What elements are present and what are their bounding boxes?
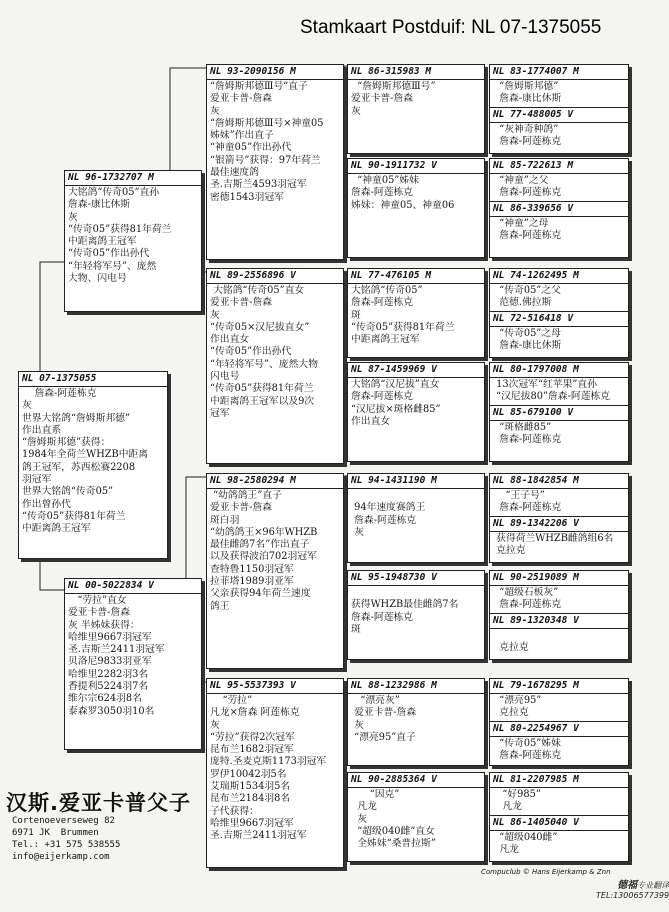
pedigree-gen4-card — [489, 570, 629, 660]
pedigree-gen4-card — [489, 268, 629, 358]
pedigree-gen4-card — [489, 772, 629, 862]
ring-number: NL 88-1232986 M — [348, 679, 484, 694]
breeder-name: 汉斯.爱亚卡普父子 — [6, 791, 191, 815]
ring-number: NL 00-5022834 V — [65, 579, 201, 594]
description: 克拉克 — [499, 641, 529, 653]
description: “超级石板灰” 詹森-阿莲栋克 — [499, 587, 562, 611]
pedigree-gen3-card — [347, 570, 485, 660]
pedigree-gen3-card — [347, 268, 485, 358]
pedigree-gen3-card — [347, 473, 485, 563]
ring-number: NL 85-679100 V — [490, 405, 628, 421]
ring-number: NL 72-516418 V — [490, 311, 628, 327]
ring-number: NL 95-5537393 V — [207, 679, 343, 694]
pedigree-gen3-card — [347, 362, 485, 462]
description: “因克” 凡龙 灰 “超级040雌”直女 全姊妹“桑普拉斯” — [357, 789, 436, 850]
description: 大铭鸽“汉尼拔”直女 詹森-阿莲栋克 “汉尼拔×斑格雌85” 作出直女 — [351, 379, 441, 427]
description: “神童05”姊妹 詹森-阿莲栋克 姊妹：神童05、神童06 — [351, 175, 455, 211]
description: 13次冠军“红苹果”直孙 “汉尼拔80”詹森-阿莲栋克 — [496, 379, 611, 403]
pedigree-sd-card — [206, 268, 344, 464]
ring-number: NL 86-1405040 V — [490, 815, 628, 831]
description: 詹森-阿莲栋克 灰 世界大铭鸽“詹姆斯邦德” 作出直系 “詹姆斯邦德”获得： 1984年全荷兰WHZB中距离 鸽王冠军，苏西松赛2208 羽冠军 世界大铭鸽“传奇05” 作出曾孙代 “传奇05”获得81年荷兰 中距离鸽王冠军 — [22, 388, 149, 535]
translator-phone: TEL:13006577399 — [596, 891, 669, 900]
pedigree-gen3-card — [347, 772, 485, 862]
pedigree-gen4-card — [489, 678, 629, 766]
ring-number: NL 80-1797008 M — [490, 363, 628, 378]
pedigree-gen3-card — [347, 158, 485, 258]
description: “詹姆斯邦德Ⅲ号” 爱亚卡普-詹森 灰 — [351, 81, 436, 117]
ring-number: NL 93-2090156 M — [207, 65, 343, 80]
ring-number: NL 85-722613 M — [490, 159, 628, 174]
breeder-contact: Cortenoeverseweg 82 6971 JK Brummen Tel.: +31 575 538555 info@eijerkamp.com — [12, 816, 121, 862]
ring-number: NL 79-1678295 M — [490, 679, 628, 694]
description: 大铭鸽“传奇05”直女 爱亚卡普-詹森 灰 “传奇05×汉尼拔直女” 作出直女 “传奇05”作出孙代 “年轻将军号”、庞然大物 闪电号 “传奇05”获得81年荷兰 中距离鸽王冠军以及9次 冠军 — [210, 285, 318, 419]
ring-number: NL 88-1842854 M — [490, 474, 628, 489]
description: “传奇05”之父 范德.佛拉斯 — [499, 285, 561, 309]
description: 获得WHZB最佳雌鸽7名 詹森-阿莲栋克 斑 — [351, 599, 459, 635]
ring-number: NL 80-2254967 V — [490, 721, 628, 737]
description: “灰神奇种鸽” 詹森-阿莲栋克 — [499, 123, 562, 147]
description: 大铭鸽“传奇05”直孙 詹森-康比休斯 灰 “传奇05”获得81年荷兰 中距离鸽王冠军 “传奇05”作出孙代 “年轻将军号”、庞然 大物、闪电号 — [68, 187, 172, 285]
translator-name: 德福 — [617, 880, 638, 891]
description: “超级040雌” 凡龙 — [499, 831, 558, 855]
pedigree-gen3-card — [347, 64, 485, 154]
ring-number: NL 95-1948730 V — [348, 571, 484, 586]
ring-number: NL 87-1459969 V — [348, 363, 484, 378]
translator-stamp — [596, 881, 669, 901]
ring-number: NL 96-1732707 M — [65, 171, 201, 186]
description: 大铭鸽“传奇05” 詹森-阿莲栋克 斑 “传奇05”获得81年荷兰 中距离鸽王冠军 — [351, 285, 455, 346]
description: “神童”之母 詹森-阿莲栋克 — [499, 217, 562, 241]
description: “劳拉” 凡龙×詹森 阿莲栋克 灰 “劳拉”获得2次冠军 昆布兰1682羽冠军 庞特.圣麦克斯1173羽冠军 罗伊10042羽5名 艾瑞斯1534羽5名 昆布兰2184羽8名 子代获得： 哈维里9667羽冠军 圣.吉斯兰2411羽冠军 — [210, 695, 327, 842]
pedigree-dam-card — [64, 578, 202, 750]
description: “幼鸽鸽王”直子 爱亚卡普-詹森 斑白羽 “幼鸽鸽王×96年WHZB 最佳雌鸽7名”作出直子 以及获得波泊702羽冠军 查特鲁1150羽冠军 拉菲塔1989羽亚军 父亲获得94年荷兰速度 鸽王 — [210, 490, 318, 612]
ring-number: NL 83-1774007 M — [490, 65, 628, 80]
description: “漂亮95” 克拉克 — [499, 695, 542, 719]
pedigree-gen4-card — [489, 362, 629, 462]
ring-number: NL 07-1375055 — [19, 372, 167, 387]
description: “好985” 凡龙 — [502, 789, 541, 813]
ring-number: NL 81-2207985 M — [490, 773, 628, 788]
description: “詹姆斯邦德” 詹森-康比休斯 — [499, 81, 562, 105]
ring-number: NL 89-1342206 V — [490, 516, 628, 532]
ring-number: NL 94-1431190 M — [348, 474, 484, 489]
pedigree-dd-card — [206, 678, 344, 868]
translator-role: 专业翻译 — [637, 881, 669, 890]
software-credit: Compuclub © Hans Eijerkamp & Znn — [481, 868, 611, 876]
ring-number: NL 90-2519089 M — [490, 571, 628, 586]
ring-number: NL 98-2580294 M — [207, 474, 343, 489]
pedigree-gen4-card — [489, 64, 629, 154]
ring-number: NL 86-339656 V — [490, 201, 628, 217]
description: “詹姆斯邦德Ⅲ号”直子 爱亚卡普-詹森 灰 “詹姆斯邦德Ⅲ号×神童05 姊妹”作出直子 “神童05”作出孙代 “银箭号”获得：97年荷兰 最佳速度鸽 圣.吉斯兰4593羽冠军 密德1543羽冠军 — [210, 81, 324, 203]
pedigree-gen4-card — [489, 158, 629, 258]
pedigree-gen4-card — [489, 473, 629, 563]
pedigree-ds-card — [206, 473, 344, 669]
description: 94年速度赛鸽王 詹森-阿莲栋克 灰 — [354, 502, 426, 538]
ring-number: NL 86-315983 M — [348, 65, 484, 80]
ring-number: NL 89-2556896 V — [207, 269, 343, 284]
ring-number: NL 77-476105 M — [348, 269, 484, 284]
ring-number: NL 74-1262495 M — [490, 269, 628, 284]
ring-number: NL 90-1911732 V — [348, 159, 484, 174]
description: “斑格雌85” 詹森-阿莲栋克 — [499, 421, 562, 445]
description: “传奇05”姊妹 詹森-阿莲栋克 — [499, 737, 562, 761]
ring-number: NL 89-1320348 V — [490, 613, 628, 629]
pedigree-ss-card — [206, 64, 344, 260]
description: “王子号” 詹森-阿莲栋克 — [499, 490, 562, 514]
description: “神童”之父 詹森-阿莲栋克 — [499, 175, 562, 199]
pedigree-sire-card — [64, 170, 202, 312]
ring-number: NL 90-2885364 V — [348, 773, 484, 788]
card-title: Stamkaart Postduif: NL 07-1375055 — [300, 17, 602, 38]
description: “漂亮灰” 爱亚卡普-詹森 灰 “漂亮95”直子 — [354, 695, 417, 743]
pedigree-gen3-card — [347, 678, 485, 766]
description: “传奇05”之母 詹森-康比休斯 — [499, 327, 562, 351]
description: 获得荷兰WHZB雌鸽组6名 克拉克 — [496, 532, 614, 556]
description: “劳拉”直女 爱亚卡普-詹森 灰 半姊妹获得： 哈维里9667羽冠军 圣.吉斯兰2411羽冠军 贝洛尼9833羽亚军 哈维里2282羽3名 香提利5224羽7名 维尔宗624羽8名 泰森罗3050羽10名 — [68, 595, 165, 717]
pedigree-root-card — [18, 371, 168, 559]
ring-number: NL 77-488005 V — [490, 107, 628, 123]
